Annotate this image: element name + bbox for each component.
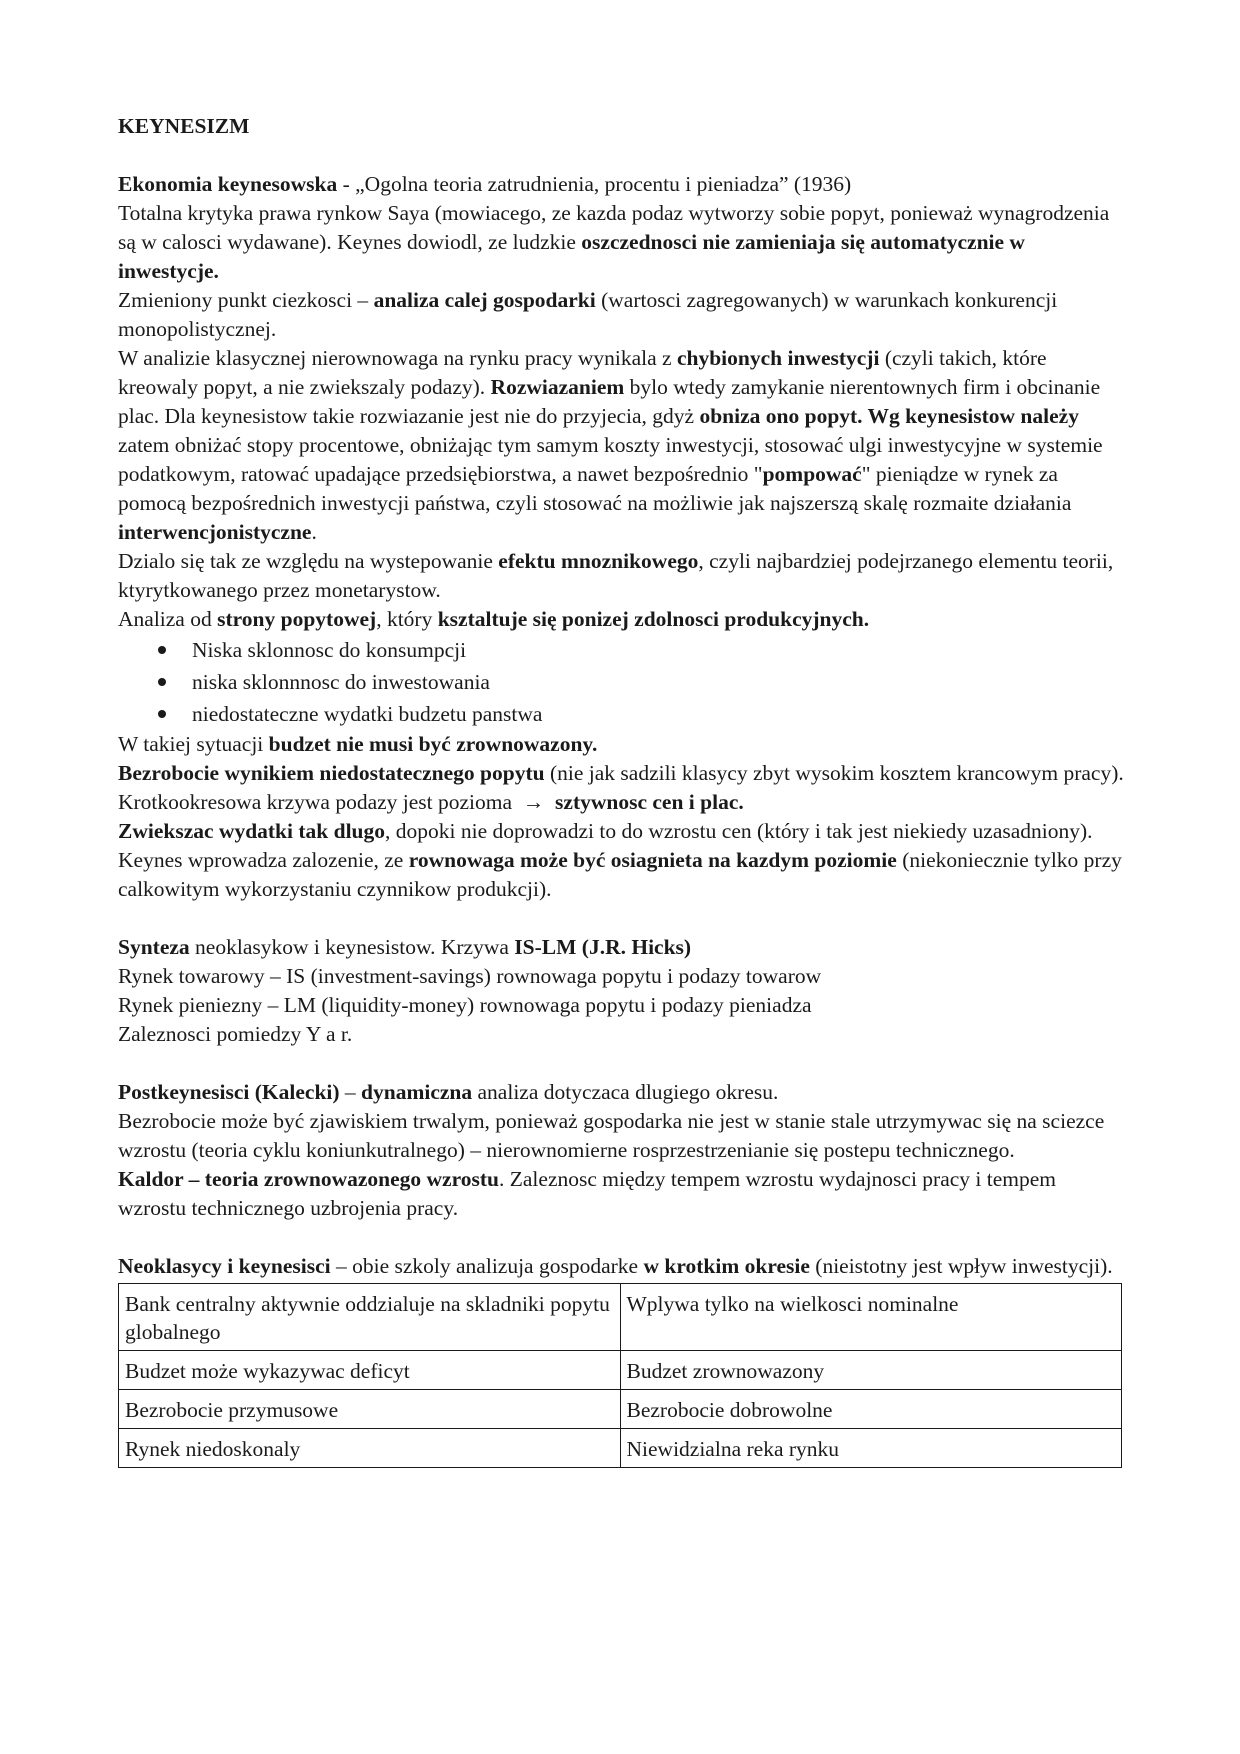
text: W analizie klasycznej nierownowaga na rynku pracy wynikala z xyxy=(118,346,677,370)
paragraph xyxy=(118,1165,1128,1223)
table-cell: Budzet zrownowazony xyxy=(620,1351,1122,1390)
text: (czyli takich, które kreowaly popyt, a nie zwiekszaly podazy). xyxy=(118,346,1052,399)
text: " pieniądze w rynek za pomocą bezpośrednich inwestycji państwa, czyli stosować na możliwie jak najszerszą skalę rozmaite działania xyxy=(118,462,1077,515)
table-cell: Niewidzialna reka rynku xyxy=(620,1429,1122,1468)
section-paragraphs xyxy=(118,730,1128,904)
table-row xyxy=(119,1351,1122,1390)
bullet-text: niedostateczne wydatki budzetu panstwa xyxy=(192,702,543,726)
bullet-item xyxy=(118,634,1128,666)
text: neoklasykow i keynesistow. Krzywa xyxy=(189,935,515,959)
document-title: KEYNESIZM xyxy=(118,114,250,138)
paragraph xyxy=(118,817,1128,846)
table-cell: Bezrobocie dobrowolne xyxy=(620,1390,1122,1429)
blank-line xyxy=(118,1049,1128,1078)
bold-text: Ekonomia keynesowska xyxy=(118,172,338,196)
table-row xyxy=(119,1429,1122,1468)
paragraph xyxy=(118,788,1128,817)
paragraph xyxy=(118,199,1128,286)
paragraph xyxy=(118,286,1128,344)
text: (nieistotny jest wpływ inwestycji). xyxy=(809,1254,1113,1278)
paragraph xyxy=(118,730,1128,759)
text: Zaleznosci pomiedzy Y a r. xyxy=(118,1022,353,1046)
text: Rynek towarowy – IS (investment-savings) rownowaga popytu i podazy towarow xyxy=(118,964,822,988)
text: W takiej sytuacji xyxy=(118,732,269,756)
blank-line xyxy=(118,904,1128,933)
paragraph xyxy=(118,344,1128,547)
bold-text: Postkeynesisci (Kalecki) xyxy=(118,1080,340,1104)
paragraph xyxy=(118,605,1128,634)
bold-text: dynamiczna xyxy=(361,1080,473,1104)
text: Rynek pieniezny – LM (liquidity-money) rownowaga popytu i podazy pieniadza xyxy=(118,993,812,1017)
text: Keynes wprowadza zalozenie, ze xyxy=(118,848,409,872)
bold-text: ksztaltuje się ponizej zdolnosci produkcyjnych. xyxy=(437,607,870,631)
table-cell: Budzet może wykazywac deficyt xyxy=(119,1351,621,1390)
text: Krotkookresowa krzywa podazy jest pozioma → xyxy=(118,790,556,814)
section-keynesian-economics xyxy=(118,170,1128,904)
text: , czyli najbardziej podejrzanego elementu teorii, ktyrytkowanego przez monetarystow. xyxy=(118,549,1119,602)
paragraph xyxy=(118,933,1128,962)
bullet-text: niska sklonnnosc do inwestowania xyxy=(192,670,490,694)
section-postkeynesians xyxy=(118,1078,1128,1223)
text: (wartosci zagregowanych) w warunkach konkurencji monopolistycznej. xyxy=(118,288,1063,341)
text: . xyxy=(311,520,317,544)
bullet-icon xyxy=(158,678,166,686)
text: , dopoki nie doprowadzi to do wzrostu cen (który i tak jest niekiedy uzasadniony). xyxy=(385,819,1093,843)
bold-text: budzet nie musi być zrownowazony. xyxy=(268,732,598,756)
bold-text: Kaldor – teoria zrownowazonego wzrostu xyxy=(118,1167,499,1191)
bold-text: w krotkim okresie xyxy=(643,1254,810,1278)
paragraph xyxy=(118,170,1128,199)
text: bylo wtedy zamykanie nierentownych firm i obcinanie plac. Dla keynesistow takie rozwiazanie jest nie do przyjecia, gdyż xyxy=(118,375,1106,428)
section-synthesis xyxy=(118,933,1128,1049)
bold-text: pompować xyxy=(762,462,862,486)
blank-line xyxy=(118,1223,1128,1252)
text: . Zaleznosc między tempem wzrostu wydajnosci pracy i tempem wzrostu technicznego uzbrojenia pracy. xyxy=(118,1167,1062,1220)
bold-text: sztywnosc cen i plac. xyxy=(555,790,744,814)
text: – xyxy=(339,1080,362,1104)
paragraph xyxy=(118,1252,1128,1281)
text: – obie szkoly analizuja gospodarke xyxy=(330,1254,644,1278)
bold-text: interwencjonistyczne xyxy=(118,520,312,544)
text: Totalna krytyka prawa rynkow Saya (mowiacego, ze kazda podaz wytworzy sobie popyt, ponieważ wynagrodzenia są w calosci wydawane). Keynes dowiodl, ze ludzkie xyxy=(118,201,1115,254)
bold-text: Zwiekszac wydatki tak dlugo xyxy=(118,819,385,843)
bold-text: oszczednosci nie zamieniaja się automatycznie w inwestycje. xyxy=(118,230,1031,283)
text: zatem obniżać stopy procentowe, obniżając tym samym koszty inwestycji, stosować ulgi inwestycyjne w systemie podatkowym, ratować upadające przedsiębiorstwa, a nawet bezpośrednio " xyxy=(118,404,1108,486)
section-comparison xyxy=(118,1252,1128,1281)
bullet-icon xyxy=(158,710,166,718)
bold-text: chybionych inwestycji xyxy=(676,346,880,370)
bold-text: Neoklasycy i keynesisci xyxy=(118,1254,331,1278)
document-page xyxy=(118,112,1128,1468)
table-cell: Wplywa tylko na wielkosci nominalne xyxy=(620,1284,1122,1351)
bullet-item xyxy=(118,698,1128,730)
bullet-list xyxy=(118,634,1128,730)
bold-text: efektu mnoznikowego xyxy=(498,549,699,573)
table-cell: Bank centralny aktywnie oddzialuje na skladniki popytu globalnego xyxy=(119,1284,621,1351)
bold-text: obniza ono popyt. Wg keynesistow należy xyxy=(699,404,1079,428)
paragraph xyxy=(118,1020,1128,1049)
paragraph xyxy=(118,759,1128,788)
text: Analiza od xyxy=(118,607,218,631)
paragraph xyxy=(118,991,1128,1020)
paragraph xyxy=(118,846,1128,904)
paragraph xyxy=(118,962,1128,991)
table-cell: Bezrobocie przymusowe xyxy=(119,1390,621,1429)
bullet-icon xyxy=(158,646,166,654)
text: (niekoniecznie tylko przy calkowitym wykorzystaniu czynnikow produkcji). xyxy=(118,848,1128,901)
text: (nie jak sadzili klasycy zbyt wysokim kosztem krancowym pracy). xyxy=(544,761,1124,785)
table-cell: Rynek niedoskonaly xyxy=(119,1429,621,1468)
text: Zmieniony punkt ciezkosci – xyxy=(118,288,374,312)
bold-text: strony popytowej xyxy=(217,607,377,631)
bullet-item xyxy=(118,666,1128,698)
text: Bezrobocie może być zjawiskiem trwalym, ponieważ gospodarka nie jest w stanie stale utrzymywac się na sciezce wzrostu (teoria cyklu koniunkutralnego) – nierownomierne rosprzestrzenianie się postepu technicznego. xyxy=(118,1109,1110,1162)
table-row xyxy=(119,1284,1122,1351)
bullet-text: Niska sklonnosc do konsumpcji xyxy=(192,638,467,662)
bold-text: Synteza xyxy=(118,935,190,959)
table-row xyxy=(119,1390,1122,1429)
bold-text: analiza calej gospodarki xyxy=(373,288,596,312)
bold-text: rownowaga może być osiagnieta na kazdym poziomie xyxy=(408,848,897,872)
bold-text: Rozwiazaniem xyxy=(490,375,625,399)
text: Dzialo się tak ze względu na wystepowanie xyxy=(118,549,499,573)
bold-text: IS-LM (J.R. Hicks) xyxy=(514,935,692,959)
paragraph xyxy=(118,1107,1128,1165)
section-paragraphs xyxy=(118,170,1128,634)
text: analiza dotyczaca dlugiego okresu. xyxy=(472,1080,779,1104)
text: , który xyxy=(376,607,438,631)
text: - „Ogolna teoria zatrudnienia, procentu i pieniadza” (1936) xyxy=(337,172,852,196)
bold-text: Bezrobocie wynikiem niedostatecznego popytu xyxy=(118,761,545,785)
paragraph xyxy=(118,1078,1128,1107)
comparison-table xyxy=(118,1283,1122,1468)
paragraph xyxy=(118,547,1128,605)
